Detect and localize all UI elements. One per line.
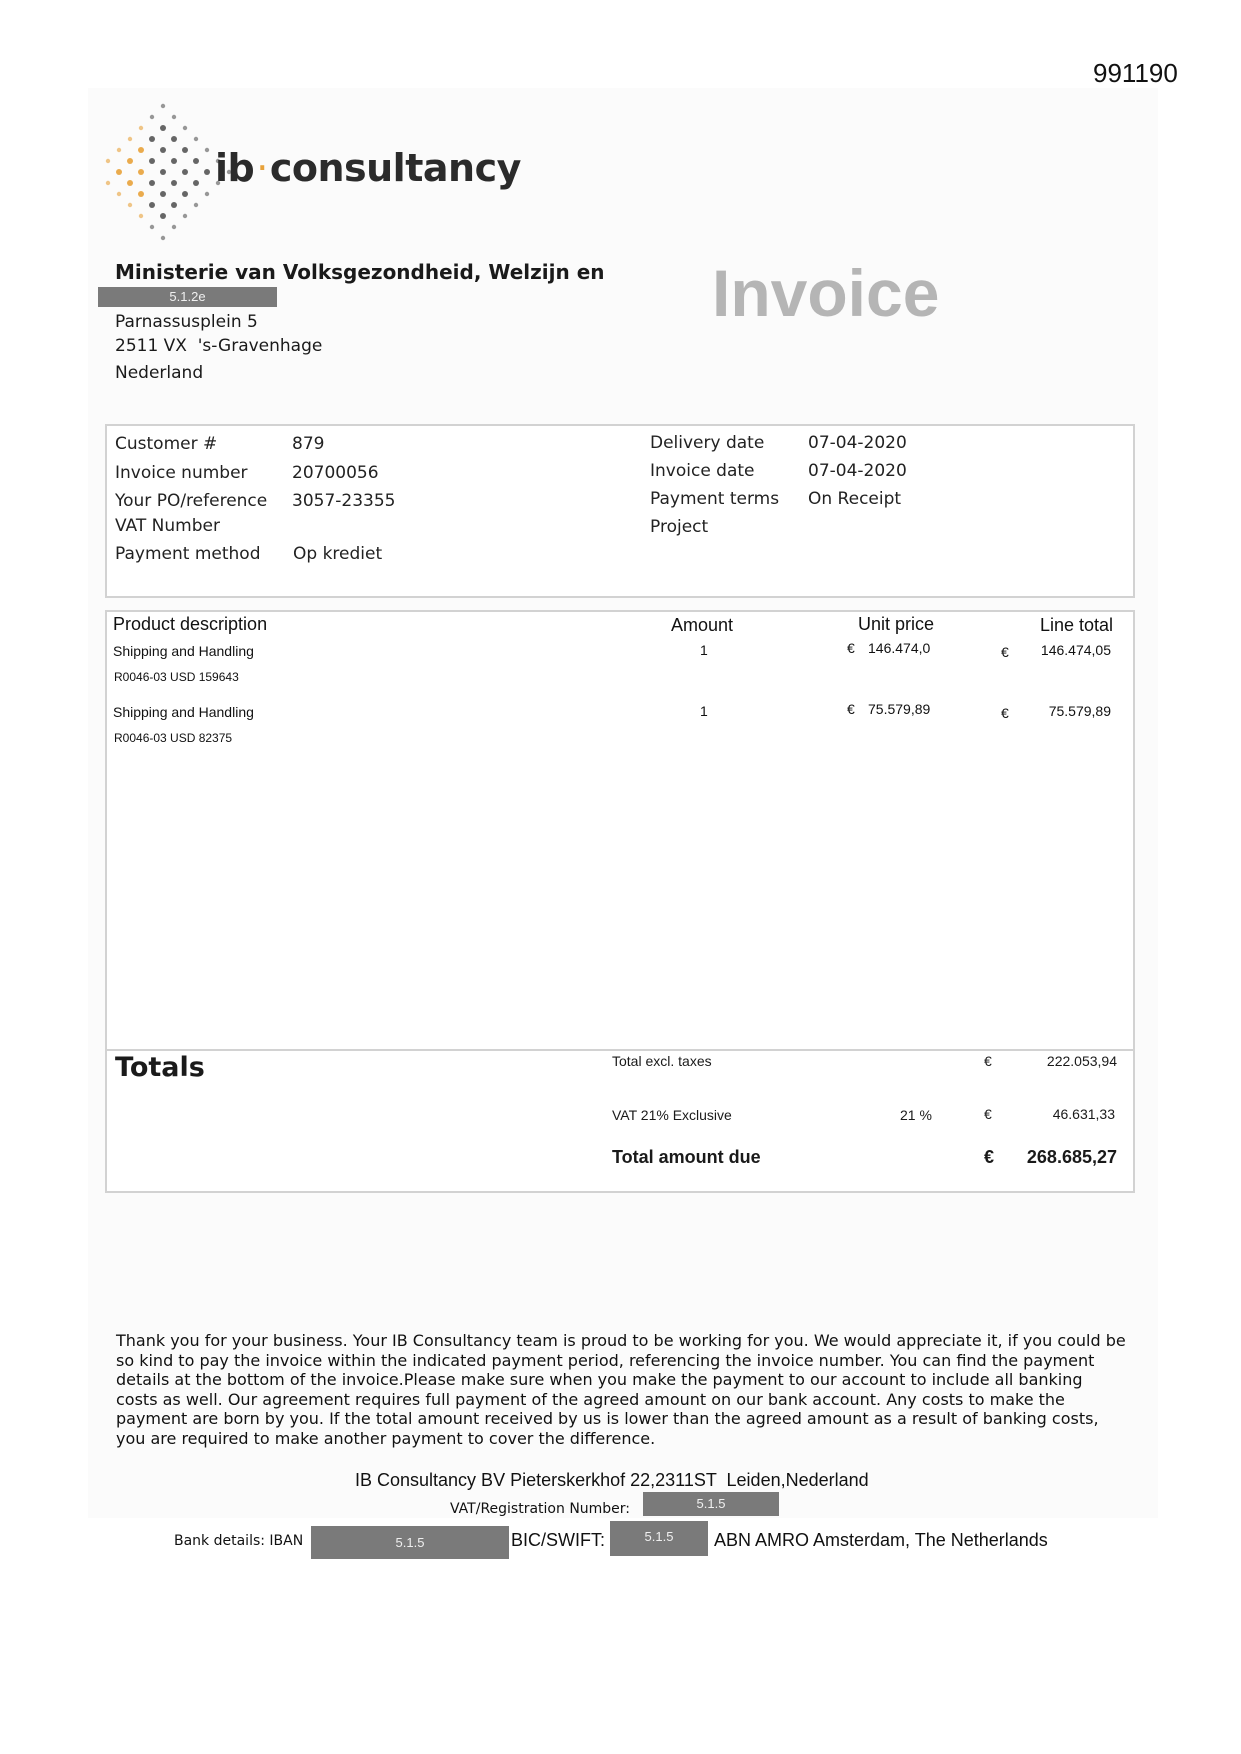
project-label: Project xyxy=(650,517,709,537)
logo-dot xyxy=(205,192,209,196)
recipient-address-line1: Parnassusplein 5 xyxy=(115,312,258,332)
bic-swift-label: BIC/SWIFT: xyxy=(511,1530,605,1550)
vat-currency: € xyxy=(984,1106,992,1122)
logo-wordmark xyxy=(215,146,521,190)
column-header-unit-price: Unit price xyxy=(858,614,935,634)
logo-dot xyxy=(183,126,187,130)
logo-dot xyxy=(138,147,144,153)
total-due-label: Total amount due xyxy=(612,1147,761,1167)
logo-dot xyxy=(182,191,188,197)
logo-dot xyxy=(204,169,210,175)
logo-dot xyxy=(128,137,132,141)
logo-dot xyxy=(128,203,132,207)
logo-dot xyxy=(161,104,165,108)
row-sub-description: R0046-03 USD 82375 xyxy=(114,731,233,745)
column-header-description: Product description xyxy=(113,614,268,634)
po-reference-value: 3057-23355 xyxy=(292,491,396,511)
logo-dot xyxy=(182,147,188,153)
logo-dot xyxy=(127,180,133,186)
logo-dot xyxy=(194,137,198,141)
customer-number-label: Customer # xyxy=(115,434,218,454)
logo-dot xyxy=(138,169,144,175)
vat-label: VAT 21% Exclusive xyxy=(612,1107,732,1123)
logo-dot xyxy=(139,214,143,218)
logo-dot xyxy=(160,125,166,131)
row-amount: 1 xyxy=(700,642,708,658)
invoice-date-label: Invoice date xyxy=(650,461,755,481)
logo-dot xyxy=(172,115,176,119)
invoice-info-box xyxy=(105,424,1135,598)
delivery-date-value: 07-04-2020 xyxy=(808,433,907,453)
logo-dot xyxy=(149,180,155,186)
logo-dot xyxy=(171,136,177,142)
logo-dot xyxy=(160,169,166,175)
logo-dot xyxy=(171,202,177,208)
total-excl-currency: € xyxy=(984,1053,992,1069)
row-line-total: 146.474,05 xyxy=(1040,642,1111,658)
delivery-date-label: Delivery date xyxy=(650,433,765,453)
row-total-currency: € xyxy=(1001,644,1009,660)
row-sub-description: R0046-03 USD 159643 xyxy=(114,670,239,684)
vat-value: 46.631,33 xyxy=(1052,1106,1115,1122)
recipient-name: Ministerie van Volksgezondheid, Welzijn en xyxy=(115,260,605,284)
total-due-currency: € xyxy=(984,1147,995,1167)
logo-separator: · xyxy=(256,146,268,190)
row-unit-currency: € xyxy=(847,701,855,717)
bic-swift-redaction: 5.1.5 xyxy=(610,1521,708,1556)
logo-dot xyxy=(149,202,155,208)
line-items-box xyxy=(105,610,1135,1051)
customer-number-value: 879 xyxy=(292,434,325,454)
payment-instructions: Thank you for your business. Your IB Consultancy team is proud to be working for you. We would appreciate it, if you could be so kind to pay the invoice within the indicated payment period, referencing the invoice number. You can find the payment details at the bottom of the invoice.Please make sure when you make the payment to our account to include all banking costs as well. Our agreement requires full payment of the agreed amount on our bank account. Any costs to make the payment are born by you. If the total amount received by us is lower than the agreed amount as a result of banking costs, you are required to make another payment to cover the difference. xyxy=(116,1331,1126,1448)
invoice-date-value: 07-04-2020 xyxy=(808,461,907,481)
logo-dot xyxy=(106,181,110,185)
logo-dot xyxy=(139,126,143,130)
invoice-title: Invoice xyxy=(712,256,940,330)
logo-dot xyxy=(171,158,177,164)
logo-dot xyxy=(160,191,166,197)
logo-dot xyxy=(194,203,198,207)
column-header-line-total: Line total xyxy=(1040,615,1114,635)
payment-method-value: Op krediet xyxy=(293,544,383,564)
company-address: IB Consultancy BV Pieterskerkhof 22,2311ST Leiden,Nederland xyxy=(355,1470,869,1490)
logo-dot xyxy=(150,225,154,229)
recipient-address-line2: 2511 VX 's-Gravenhage xyxy=(115,336,323,356)
iban-redaction: 5.1.5 xyxy=(311,1526,509,1559)
total-excl-value: 222.053,94 xyxy=(1046,1053,1117,1069)
logo-dot xyxy=(127,158,133,164)
row-unit-currency: € xyxy=(847,640,855,656)
vat-rate: 21 % xyxy=(900,1107,932,1123)
row-line-total: 75.579,89 xyxy=(1048,703,1111,719)
column-header-amount: Amount xyxy=(671,615,734,635)
payment-terms-value: On Receipt xyxy=(808,489,902,509)
logo-dot xyxy=(160,213,166,219)
logo-dot xyxy=(149,136,155,142)
recipient-redaction: 5.1.2e xyxy=(98,287,277,307)
logo-dot xyxy=(182,169,188,175)
row-unit-price: 146.474,0 xyxy=(868,640,931,656)
bank-name: ABN AMRO Amsterdam, The Netherlands xyxy=(714,1530,1048,1550)
logo-dot xyxy=(171,180,177,186)
logo-dot xyxy=(138,191,144,197)
payment-terms-label: Payment terms xyxy=(650,489,780,509)
vat-number-label: VAT Number xyxy=(115,516,220,536)
row-description: Shipping and Handling xyxy=(113,704,254,720)
logo-dot xyxy=(193,180,199,186)
total-due-value: 268.685,27 xyxy=(1026,1147,1117,1167)
logo-dot xyxy=(116,169,122,175)
invoice-number-value: 20700056 xyxy=(292,463,379,483)
logo-dot xyxy=(117,192,121,196)
po-reference-label: Your PO/reference xyxy=(115,491,268,511)
logo-dot xyxy=(160,147,166,153)
logo-dot xyxy=(149,158,155,164)
logo-dot xyxy=(117,148,121,152)
recipient-country: Nederland xyxy=(115,363,204,383)
logo-dot xyxy=(183,214,187,218)
total-excl-label: Total excl. taxes xyxy=(612,1053,712,1069)
logo-text-consultancy: consultancy xyxy=(269,146,521,190)
logo-dot xyxy=(161,236,165,240)
logo-dot xyxy=(150,115,154,119)
row-description: Shipping and Handling xyxy=(113,643,254,659)
logo-dot xyxy=(193,158,199,164)
logo-dot xyxy=(205,148,209,152)
vat-registration-redaction: 5.1.5 xyxy=(643,1492,779,1516)
vat-registration-label: VAT/Registration Number: xyxy=(450,1501,631,1517)
logo-dot xyxy=(172,225,176,229)
logo-text-ib: ib xyxy=(215,146,255,190)
invoice-number-label: Invoice number xyxy=(115,463,248,483)
logo-dot xyxy=(106,159,110,163)
row-amount: 1 xyxy=(700,703,708,719)
row-total-currency: € xyxy=(1001,705,1009,721)
document-id: 991190 xyxy=(1093,58,1178,88)
row-unit-price: 75.579,89 xyxy=(868,701,931,717)
payment-method-label: Payment method xyxy=(115,544,261,564)
totals-heading: Totals xyxy=(115,1052,205,1083)
bank-details-label: Bank details: IBAN xyxy=(174,1533,304,1549)
